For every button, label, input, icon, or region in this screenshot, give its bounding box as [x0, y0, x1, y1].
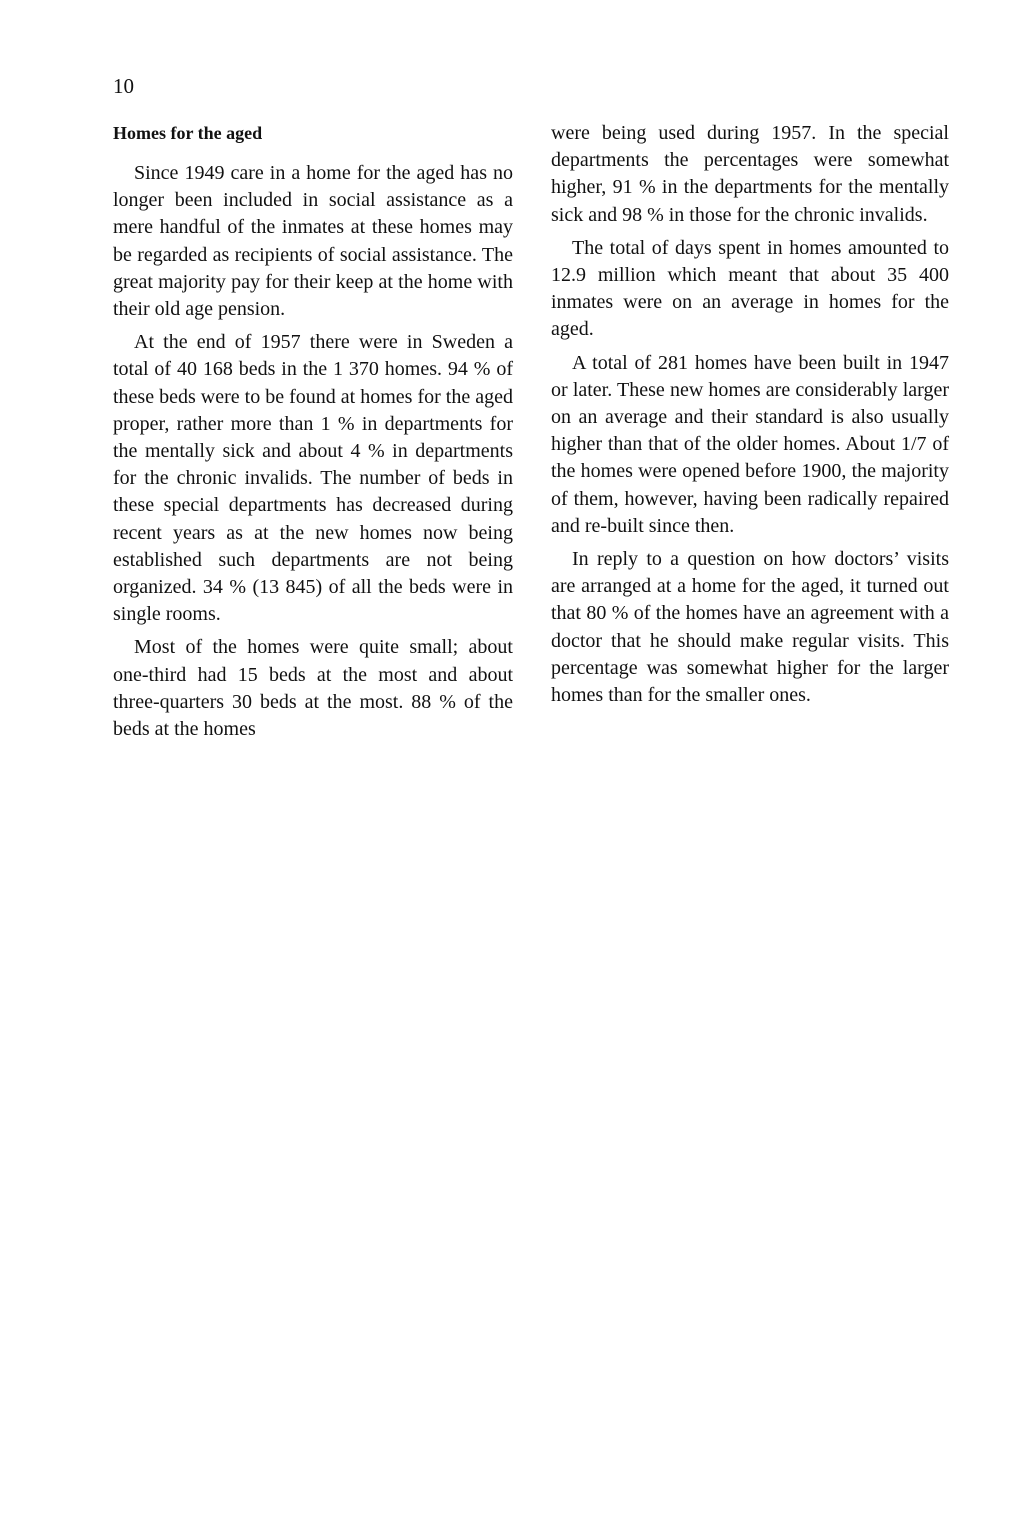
right-column [551, 120, 949, 715]
paragraph-bed-totals: At the end of 1957 there were in Sweden a total of 40 168 beds in the 1 370 homes. 94 % of these beds were to be found at homes for the aged proper, rather more than 1 % in departments for the mentally sick and about 4 % in departments for the chronic invalids. The number of beds in these special departments has decreased during recent years as at the new homes now being established such departments are not being organized. 34 % (13 845) of all the beds were in single rooms. [113, 331, 513, 626]
paragraph-days-spent: The total of days spent in homes amounted to 12.9 million which meant that about 35 400 inmates were on an average in homes for the aged. [551, 236, 949, 341]
paragraph-doctor-visits: In reply to a question on how doctors’ visits are arranged at a home for the aged, it turned out that 80 % of the homes have an agreement with a doctor that he should make regular visits. This percentage was somewhat higher for the larger homes than for the smaller ones. [551, 548, 949, 707]
left-column [113, 120, 513, 749]
page-number: 10 [113, 74, 134, 98]
paragraph-new-homes: A total of 281 homes have been built in 1947 or later. These new homes are considerably larger on an average and their standard is also usually higher than that of the older homes. About 1/7 of the homes were opened before 1900, the majority of them, however, having been radically repaired and re-built since then. [551, 351, 949, 537]
paragraph-home-sizes: Most of the homes were quite small; about one-third had 15 beds at the most and about three-quarters 30 beds at the most. 88 % of the beds at the homes [113, 636, 513, 741]
section-heading: Homes for the aged [113, 123, 263, 143]
paragraph-continued-usage: were being used during 1957. In the special departments the percentages were somewhat higher, 91 % in the departments for the mentally sick and 98 % in those for the chronic invalids. [551, 122, 949, 226]
paragraph-care-history: Since 1949 care in a home for the aged has no longer been included in social assistance as a mere handful of the inmates at these homes may be regarded as recipients of social assistance. The great majority pay for their keep at the home with their old age pension. [113, 162, 513, 321]
